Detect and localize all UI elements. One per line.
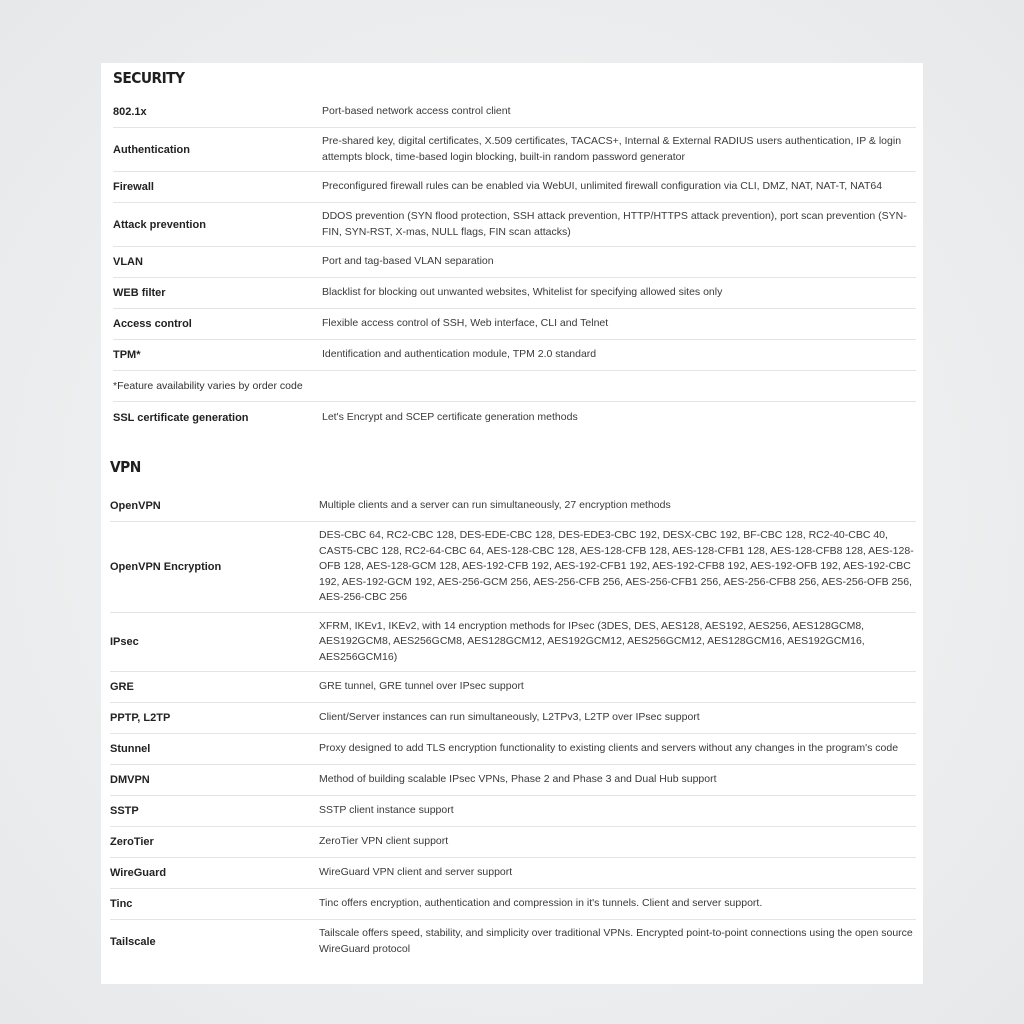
table-row xyxy=(110,889,916,920)
row-label: 802.1x xyxy=(113,106,147,118)
table-row xyxy=(113,128,916,172)
table-row xyxy=(110,672,916,703)
table-row xyxy=(110,734,916,765)
row-label: GRE xyxy=(110,681,134,693)
row-value: Client/Server instances can run simultaneously, L2TPv3, L2TP over IPsec support xyxy=(319,711,700,724)
row-value: Port and tag-based VLAN separation xyxy=(322,255,494,268)
row-value: Blacklist for blocking out unwanted websites, Whitelist for specifying allowed sites only xyxy=(322,286,723,299)
row-label: WEB filter xyxy=(113,287,166,299)
table-row xyxy=(113,340,916,371)
row-value: Port-based network access control client xyxy=(322,105,511,118)
row-label: PPTP, L2TP xyxy=(110,712,171,724)
security-section xyxy=(101,63,923,433)
row-label: DMVPN xyxy=(110,774,150,786)
row-label: ZeroTier xyxy=(110,836,154,848)
row-value: Multiple clients and a server can run simultaneously, 27 encryption methods xyxy=(319,499,671,512)
row-label: Tailscale xyxy=(110,935,156,948)
row-value: Method of building scalable IPsec VPNs, Phase 2 and Phase 3 and Dual Hub support xyxy=(319,773,717,786)
table-row xyxy=(110,858,916,889)
row-value: Proxy designed to add TLS encryption functionality to existing clients and servers without any changes in the program's code xyxy=(319,742,899,755)
row-value: Tinc offers encryption, authentication and compression in it's tunnels. Client and server support. xyxy=(319,897,763,910)
row-label: TPM* xyxy=(113,349,141,361)
table-row xyxy=(113,247,916,278)
table-row xyxy=(110,765,916,796)
row-label: Firewall xyxy=(113,181,154,193)
row-label: WireGuard xyxy=(110,867,167,879)
table-row xyxy=(110,827,916,858)
table-row xyxy=(113,309,916,340)
tpm-footnote: *Feature availability varies by order code xyxy=(113,380,303,392)
table-row xyxy=(110,920,916,963)
row-label: Access control xyxy=(113,318,192,330)
row-label: Stunnel xyxy=(110,743,151,755)
row-label: Tinc xyxy=(110,898,133,910)
row-value: GRE tunnel, GRE tunnel over IPsec support xyxy=(319,680,524,693)
table-row xyxy=(113,172,916,203)
table-row xyxy=(110,522,916,613)
table-row xyxy=(110,613,916,673)
row-label: OpenVPN xyxy=(110,500,161,512)
row-value: Identification and authentication module, TPM 2.0 standard xyxy=(322,348,597,361)
row-value: Preconfigured firewall rules can be enabled via WebUI, unlimited firewall configuration via CLI, DMZ, NAT, NAT-T, NAT64 xyxy=(322,180,883,193)
table-row xyxy=(110,491,916,522)
row-value: DES-CBC 64, RC2-CBC 128, DES-EDE-CBC 128, DES-EDE3-CBC 192, DESX-CBC 192, BF-CBC 128, RC2-40-CBC 40, CAST5-CBC 128, RC2-64-CBC 64, AES-128-CBC 128, AES-128-CFB 128, AES-128-CFB1 128, AES-128-CFB8 128, AES-128-OFB 128, AES-128-GCM 128, AES-192-CFB 192, AES-192-CFB1 192, AES-192-CFB8 192, AES-192-OFB 192, AES-192-CBC 192, AES-192-GCM 192, AES-256-GCM 256, AES-256-CFB 256, AES-256-CFB1 256, AES-256-CFB8 256, AES-256-OFB 256, AES-256-CBC 256 xyxy=(319,529,914,603)
row-value: Flexible access control of SSH, Web interface, CLI and Telnet xyxy=(322,317,609,330)
row-value: XFRM, IKEv1, IKEv2, with 14 encryption methods for IPsec (3DES, DES, AES128, AES192, AES256, AES128GCM8, AES192GCM8, AES256GCM8, AES128GCM12, AES192GCM12, AES256GCM12, AES128GCM16, AES192GCM16, AES256GCM16) xyxy=(319,619,865,663)
footnote-row xyxy=(113,371,916,402)
vpn-title: VPN xyxy=(110,458,141,476)
row-value: Let's Encrypt and SCEP certificate generation methods xyxy=(322,410,578,423)
security-title: SECURITY xyxy=(113,69,185,87)
table-row xyxy=(113,203,916,247)
table-row xyxy=(113,402,916,433)
row-value: WireGuard VPN client and server support xyxy=(319,866,513,879)
row-label: VLAN xyxy=(113,256,143,268)
row-value: SSTP client instance support xyxy=(319,804,454,817)
table-row xyxy=(113,97,916,128)
row-label: OpenVPN Encryption xyxy=(110,560,222,573)
table-row xyxy=(110,703,916,734)
vpn-table xyxy=(110,491,916,963)
table-row xyxy=(113,278,916,309)
row-label: SSTP xyxy=(110,805,139,817)
row-label: Authentication xyxy=(113,143,190,156)
row-value: ZeroTier VPN client support xyxy=(319,835,449,848)
security-table xyxy=(113,97,916,433)
spec-card xyxy=(101,63,923,984)
row-value: Tailscale offers speed, stability, and simplicity over traditional VPNs. Encrypted point-to-point connections using the open source WireGuard protocol xyxy=(319,927,913,955)
table-row xyxy=(110,796,916,827)
row-label: SSL certificate generation xyxy=(113,411,249,424)
row-value: DDOS prevention (SYN flood protection, SSH attack prevention, HTTP/HTTPS attack prevention), port scan prevention (SYN-FIN, SYN-RST, X-mas, NULL flags, FIN scan attacks) xyxy=(322,210,907,238)
row-label: Attack prevention xyxy=(113,218,206,231)
vpn-section xyxy=(101,455,923,963)
row-value: Pre-shared key, digital certificates, X.509 certificates, TACACS+, Internal & External RADIUS users authentication, IP & login attempts block, time-based login blocking, built-in random password generator xyxy=(322,135,902,163)
row-label: IPsec xyxy=(110,635,139,648)
